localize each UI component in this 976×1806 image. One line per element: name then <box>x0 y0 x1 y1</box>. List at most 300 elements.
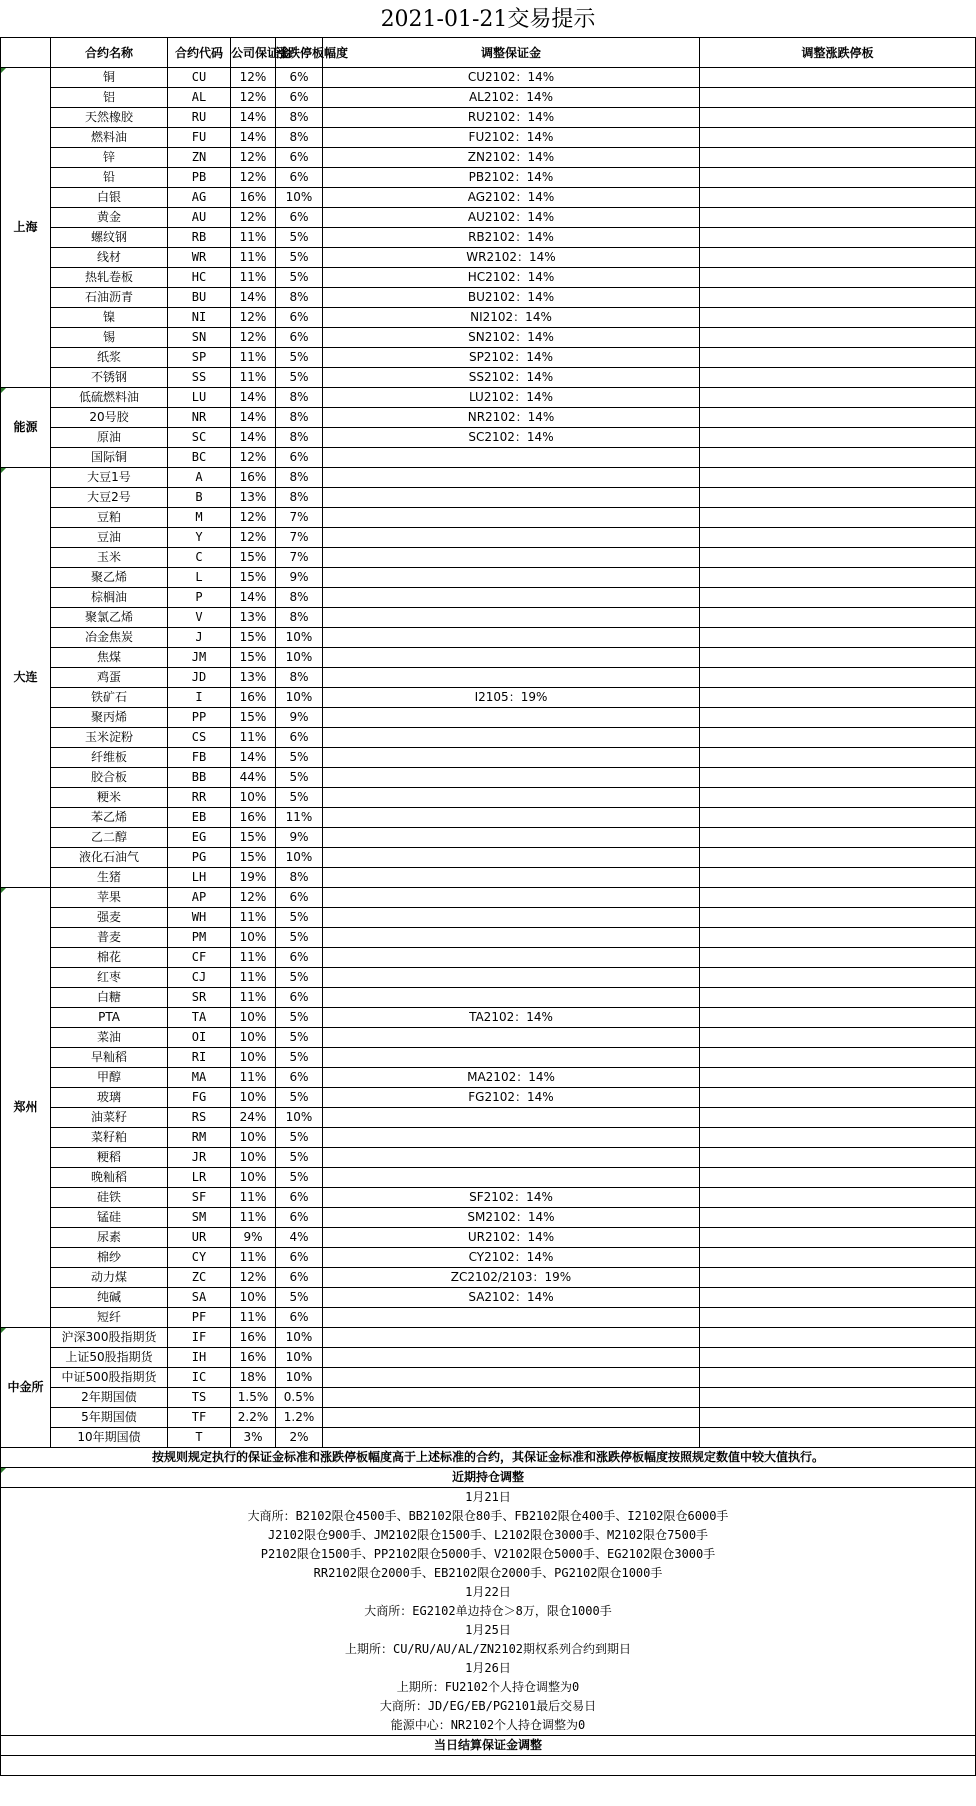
contract-name: 纤维板 <box>51 748 168 768</box>
company-margin: 2.2% <box>231 1408 276 1428</box>
exchange-name: 郑州 <box>1 888 51 1328</box>
table-row <box>1 148 976 168</box>
position-section-header-row <box>1 1468 976 1488</box>
adjusted-margin <box>323 888 700 908</box>
adjusted-limit <box>700 1328 976 1348</box>
table-row <box>1 828 976 848</box>
contract-name: 大豆1号 <box>51 468 168 488</box>
price-limit: 6% <box>276 148 323 168</box>
adjusted-limit <box>700 1408 976 1428</box>
price-limit: 6% <box>276 1208 323 1228</box>
table-row <box>1 1208 976 1228</box>
table-row <box>1 768 976 788</box>
company-margin: 14% <box>231 428 276 448</box>
table-row <box>1 1028 976 1048</box>
trading-table <box>0 37 976 1776</box>
price-limit: 5% <box>276 1048 323 1068</box>
company-margin: 11% <box>231 968 276 988</box>
adjusted-margin <box>323 1348 700 1368</box>
adjusted-limit <box>700 768 976 788</box>
contract-code: CF <box>168 948 231 968</box>
table-row <box>1 1428 976 1448</box>
contract-name: 硅铁 <box>51 1188 168 1208</box>
adjusted-margin: TA2102：14% <box>323 1008 700 1028</box>
price-limit: 0.5% <box>276 1388 323 1408</box>
contract-name: 低硫燃料油 <box>51 388 168 408</box>
adjusted-limit <box>700 348 976 368</box>
limit-header: 涨跌停板幅度 <box>276 38 323 68</box>
adjusted-margin: FG2102：14% <box>323 1088 700 1108</box>
adjusted-margin <box>323 808 700 828</box>
contract-name: 上证50股指期货 <box>51 1348 168 1368</box>
contract-code: CS <box>168 728 231 748</box>
contract-name: 5年期国债 <box>51 1408 168 1428</box>
company-margin: 16% <box>231 688 276 708</box>
contract-code: HC <box>168 268 231 288</box>
adjusted-limit <box>700 608 976 628</box>
table-row <box>1 348 976 368</box>
adjusted-margin: UR2102：14% <box>323 1228 700 1248</box>
adjusted-margin <box>323 1028 700 1048</box>
adjusted-limit <box>700 1248 976 1268</box>
table-row <box>1 208 976 228</box>
adjusted-margin <box>323 628 700 648</box>
price-limit: 5% <box>276 908 323 928</box>
adjusted-limit <box>700 808 976 828</box>
company-margin: 11% <box>231 368 276 388</box>
adjusted-margin: CU2102：14% <box>323 68 700 88</box>
adjusted-limit <box>700 108 976 128</box>
table-header-row <box>1 38 976 68</box>
company-margin: 14% <box>231 388 276 408</box>
adjusted-limit <box>700 1148 976 1168</box>
contract-code: BU <box>168 288 231 308</box>
price-limit: 10% <box>276 628 323 648</box>
contract-name: 菜油 <box>51 1028 168 1048</box>
contract-name: 不锈钢 <box>51 368 168 388</box>
table-row <box>1 808 976 828</box>
table-row <box>1 448 976 468</box>
adjusted-limit <box>700 468 976 488</box>
contract-code: FG <box>168 1088 231 1108</box>
position-section-title: 近期持仓调整 <box>1 1468 976 1488</box>
price-limit: 8% <box>276 488 323 508</box>
contract-name: 菜籽粕 <box>51 1128 168 1148</box>
contract-code: ZC <box>168 1268 231 1288</box>
table-row <box>1 648 976 668</box>
adjusted-margin: SF2102：14% <box>323 1188 700 1208</box>
contract-code: LR <box>168 1168 231 1188</box>
page-title: 2021-01-21交易提示 <box>380 7 596 32</box>
table-row <box>1 728 976 748</box>
price-limit: 5% <box>276 228 323 248</box>
adjusted-limit <box>700 1108 976 1128</box>
adjusted-limit <box>700 868 976 888</box>
contract-name: 锰硅 <box>51 1208 168 1228</box>
price-limit: 8% <box>276 468 323 488</box>
company-margin: 12% <box>231 448 276 468</box>
contract-name: 铁矿石 <box>51 688 168 708</box>
contract-code: JR <box>168 1148 231 1168</box>
adjusted-margin <box>323 728 700 748</box>
price-limit: 6% <box>276 168 323 188</box>
adjusted-margin <box>323 1308 700 1328</box>
adjusted-limit <box>700 1228 976 1248</box>
price-limit: 1.2% <box>276 1408 323 1428</box>
contract-code: SF <box>168 1188 231 1208</box>
contract-name: 锡 <box>51 328 168 348</box>
contract-name: 国际铜 <box>51 448 168 468</box>
exchange-name: 上海 <box>1 68 51 388</box>
price-limit: 6% <box>276 68 323 88</box>
price-limit: 7% <box>276 548 323 568</box>
table-row <box>1 1168 976 1188</box>
contract-name: 燃料油 <box>51 128 168 148</box>
company-margin: 11% <box>231 1188 276 1208</box>
price-limit: 10% <box>276 848 323 868</box>
table-row <box>1 1108 976 1128</box>
adjusted-margin <box>323 908 700 928</box>
contract-name: 2年期国债 <box>51 1388 168 1408</box>
adjusted-limit <box>700 288 976 308</box>
table-row <box>1 1308 976 1328</box>
contract-code: RS <box>168 1108 231 1128</box>
contract-code: B <box>168 488 231 508</box>
adjusted-limit <box>700 1308 976 1328</box>
contract-name: 棉花 <box>51 948 168 968</box>
contract-code: EG <box>168 828 231 848</box>
contract-code: JM <box>168 648 231 668</box>
adjusted-margin-header: 调整保证金 <box>323 38 700 68</box>
company-margin: 15% <box>231 628 276 648</box>
adjusted-margin <box>323 528 700 548</box>
adjusted-margin <box>323 708 700 728</box>
contract-name: 天然橡胶 <box>51 108 168 128</box>
adjusted-limit <box>700 148 976 168</box>
position-line: 1月21日 <box>465 1490 511 1504</box>
table-row <box>1 1248 976 1268</box>
company-margin: 11% <box>231 1208 276 1228</box>
price-limit: 6% <box>276 1068 323 1088</box>
adjusted-limit <box>700 88 976 108</box>
contract-name: 豆油 <box>51 528 168 548</box>
table-row <box>1 128 976 148</box>
company-margin: 12% <box>231 508 276 528</box>
adjusted-limit <box>700 1068 976 1088</box>
adjusted-limit <box>700 1208 976 1228</box>
price-limit: 5% <box>276 1168 323 1188</box>
adjusted-limit <box>700 1368 976 1388</box>
company-margin: 15% <box>231 548 276 568</box>
adjusted-margin <box>323 608 700 628</box>
contract-code: RR <box>168 788 231 808</box>
contract-code: TF <box>168 1408 231 1428</box>
contract-name: 鸡蛋 <box>51 668 168 688</box>
adjusted-margin: HC2102：14% <box>323 268 700 288</box>
price-limit: 4% <box>276 1228 323 1248</box>
company-margin: 13% <box>231 488 276 508</box>
adjusted-limit <box>700 728 976 748</box>
adjusted-limit <box>700 1388 976 1408</box>
contract-code: AG <box>168 188 231 208</box>
contract-code: PP <box>168 708 231 728</box>
contract-name: 热轧卷板 <box>51 268 168 288</box>
price-limit: 8% <box>276 388 323 408</box>
table-row <box>1 1128 976 1148</box>
contract-name: 纯碱 <box>51 1288 168 1308</box>
company-margin: 9% <box>231 1228 276 1248</box>
contract-name: 聚乙烯 <box>51 568 168 588</box>
company-margin: 11% <box>231 728 276 748</box>
contract-code: J <box>168 628 231 648</box>
contract-code: IF <box>168 1328 231 1348</box>
price-limit: 11% <box>276 808 323 828</box>
price-limit: 8% <box>276 428 323 448</box>
price-limit: 9% <box>276 828 323 848</box>
price-limit: 10% <box>276 1328 323 1348</box>
price-limit: 5% <box>276 1008 323 1028</box>
contract-name: 原油 <box>51 428 168 448</box>
contract-name: 聚丙烯 <box>51 708 168 728</box>
table-row <box>1 868 976 888</box>
price-limit: 5% <box>276 268 323 288</box>
adjusted-limit <box>700 968 976 988</box>
adjusted-margin <box>323 668 700 688</box>
adjusted-margin <box>323 1368 700 1388</box>
settlement-section-body-row <box>1 1756 976 1776</box>
exchange-header <box>1 38 51 68</box>
adjusted-margin: BU2102：14% <box>323 288 700 308</box>
adjusted-margin <box>323 448 700 468</box>
adjusted-limit <box>700 668 976 688</box>
contract-name: 晚籼稻 <box>51 1168 168 1188</box>
table-row <box>1 68 976 88</box>
table-row <box>1 508 976 528</box>
contract-name: 苯乙烯 <box>51 808 168 828</box>
company-margin: 15% <box>231 848 276 868</box>
table-row <box>1 388 976 408</box>
settlement-section-header-row <box>1 1736 976 1756</box>
adjusted-limit <box>700 428 976 448</box>
company-margin: 16% <box>231 468 276 488</box>
contract-name: 冶金焦炭 <box>51 628 168 648</box>
company-margin: 14% <box>231 748 276 768</box>
contract-code: A <box>168 468 231 488</box>
table-row <box>1 1008 976 1028</box>
adjusted-limit-header: 调整涨跌停板 <box>700 38 976 68</box>
contract-name: 铝 <box>51 88 168 108</box>
table-row <box>1 488 976 508</box>
adjusted-margin: ZC2102/2103：19% <box>323 1268 700 1288</box>
adjusted-margin <box>323 1048 700 1068</box>
position-line: 1月26日 <box>465 1661 511 1675</box>
note-text: 按规则规定执行的保证金标准和涨跌停板幅度高于上述标准的合约，其保证金标准和涨跌停板幅度按照规定数值中较大值执行。 <box>1 1448 976 1468</box>
contract-code: P <box>168 588 231 608</box>
contract-code: SN <box>168 328 231 348</box>
adjusted-limit <box>700 448 976 468</box>
position-line: J2102限仓900手、JM2102限仓1500手、L2102限仓3000手、M2102限仓7500手 <box>267 1528 709 1542</box>
table-row <box>1 188 976 208</box>
adjusted-limit <box>700 1048 976 1068</box>
company-margin: 10% <box>231 1088 276 1108</box>
adjusted-margin: NR2102：14% <box>323 408 700 428</box>
price-limit: 5% <box>276 348 323 368</box>
adjusted-limit <box>700 588 976 608</box>
adjusted-margin: WR2102：14% <box>323 248 700 268</box>
company-margin: 12% <box>231 308 276 328</box>
table-row <box>1 228 976 248</box>
contract-code: PM <box>168 928 231 948</box>
contract-code: OI <box>168 1028 231 1048</box>
adjusted-limit <box>700 128 976 148</box>
adjusted-limit <box>700 628 976 648</box>
contract-name: 焦煤 <box>51 648 168 668</box>
contract-name: 玻璃 <box>51 1088 168 1108</box>
price-limit: 5% <box>276 1088 323 1108</box>
company-margin: 12% <box>231 888 276 908</box>
contract-code: UR <box>168 1228 231 1248</box>
adjusted-margin: RB2102：14% <box>323 228 700 248</box>
contract-name: 沪深300股指期货 <box>51 1328 168 1348</box>
price-limit: 6% <box>276 1308 323 1328</box>
table-row <box>1 1048 976 1068</box>
price-limit: 8% <box>276 668 323 688</box>
price-limit: 7% <box>276 528 323 548</box>
price-limit: 5% <box>276 368 323 388</box>
price-limit: 8% <box>276 868 323 888</box>
price-limit: 10% <box>276 1368 323 1388</box>
adjusted-limit <box>700 748 976 768</box>
price-limit: 8% <box>276 108 323 128</box>
table-row <box>1 1088 976 1108</box>
table-row <box>1 1408 976 1428</box>
adjusted-limit <box>700 848 976 868</box>
company-margin: 10% <box>231 1008 276 1028</box>
adjusted-limit <box>700 908 976 928</box>
adjusted-margin <box>323 1168 700 1188</box>
company-margin: 12% <box>231 528 276 548</box>
contract-code: WR <box>168 248 231 268</box>
company-margin: 12% <box>231 148 276 168</box>
company-margin: 11% <box>231 1068 276 1088</box>
price-limit: 6% <box>276 328 323 348</box>
contract-name: PTA <box>51 1008 168 1028</box>
adjusted-margin: PB2102：14% <box>323 168 700 188</box>
contract-name: 线材 <box>51 248 168 268</box>
company-margin: 12% <box>231 208 276 228</box>
adjusted-margin <box>323 1148 700 1168</box>
company-margin: 16% <box>231 188 276 208</box>
contract-code: SS <box>168 368 231 388</box>
settlement-section-title: 当日结算保证金调整 <box>1 1736 976 1756</box>
position-line: 能源中心：NR2102个人持仓调整为0 <box>390 1718 586 1732</box>
contract-code: BB <box>168 768 231 788</box>
company-margin: 12% <box>231 1268 276 1288</box>
table-row <box>1 568 976 588</box>
price-limit: 8% <box>276 608 323 628</box>
contract-code: FU <box>168 128 231 148</box>
adjusted-limit <box>700 788 976 808</box>
company-margin: 11% <box>231 908 276 928</box>
adjusted-limit <box>700 548 976 568</box>
contract-name: 动力煤 <box>51 1268 168 1288</box>
price-limit: 6% <box>276 728 323 748</box>
price-limit: 8% <box>276 588 323 608</box>
adjusted-limit <box>700 828 976 848</box>
company-margin: 10% <box>231 1168 276 1188</box>
price-limit: 10% <box>276 688 323 708</box>
table-row <box>1 1368 976 1388</box>
company-margin: 12% <box>231 68 276 88</box>
contract-code: AP <box>168 888 231 908</box>
table-row <box>1 308 976 328</box>
adjusted-limit <box>700 248 976 268</box>
adjusted-margin: ZN2102：14% <box>323 148 700 168</box>
contract-code: BC <box>168 448 231 468</box>
contract-code: LH <box>168 868 231 888</box>
contract-name: 黄金 <box>51 208 168 228</box>
adjusted-limit <box>700 1028 976 1048</box>
company-margin: 11% <box>231 268 276 288</box>
company-margin: 10% <box>231 788 276 808</box>
contract-code: I <box>168 688 231 708</box>
position-line: 1月22日 <box>465 1585 511 1599</box>
adjusted-margin <box>323 788 700 808</box>
price-limit: 6% <box>276 448 323 468</box>
company-margin: 11% <box>231 948 276 968</box>
company-margin: 12% <box>231 168 276 188</box>
table-row <box>1 408 976 428</box>
position-line: P2102限仓1500手、PP2102限仓5000手、V2102限仓5000手、EG2102限仓3000手 <box>260 1547 716 1561</box>
adjusted-margin <box>323 548 700 568</box>
price-limit: 5% <box>276 748 323 768</box>
contract-code: IC <box>168 1368 231 1388</box>
price-limit: 10% <box>276 188 323 208</box>
contract-code: RB <box>168 228 231 248</box>
contract-code: V <box>168 608 231 628</box>
contract-code: CJ <box>168 968 231 988</box>
company-margin: 11% <box>231 228 276 248</box>
table-row <box>1 788 976 808</box>
company-margin: 14% <box>231 408 276 428</box>
contract-code: TA <box>168 1008 231 1028</box>
adjusted-margin <box>323 768 700 788</box>
table-row <box>1 288 976 308</box>
contract-name: 早籼稻 <box>51 1048 168 1068</box>
company-margin: 1.5% <box>231 1388 276 1408</box>
price-limit: 10% <box>276 648 323 668</box>
contract-name: 螺纹钢 <box>51 228 168 248</box>
adjusted-limit <box>700 1348 976 1368</box>
contract-name: 苹果 <box>51 888 168 908</box>
company-margin: 14% <box>231 108 276 128</box>
contract-name: 玉米 <box>51 548 168 568</box>
price-limit: 5% <box>276 968 323 988</box>
company-margin: 13% <box>231 668 276 688</box>
adjusted-limit <box>700 308 976 328</box>
contract-name: 棉纱 <box>51 1248 168 1268</box>
adjusted-margin: AG2102：14% <box>323 188 700 208</box>
table-row <box>1 968 976 988</box>
price-limit: 6% <box>276 308 323 328</box>
contract-name: 粳稻 <box>51 1148 168 1168</box>
table-row <box>1 688 976 708</box>
contract-code: JD <box>168 668 231 688</box>
adjusted-margin <box>323 868 700 888</box>
contract-code: C <box>168 548 231 568</box>
contract-name: 短纤 <box>51 1308 168 1328</box>
price-limit: 6% <box>276 1268 323 1288</box>
